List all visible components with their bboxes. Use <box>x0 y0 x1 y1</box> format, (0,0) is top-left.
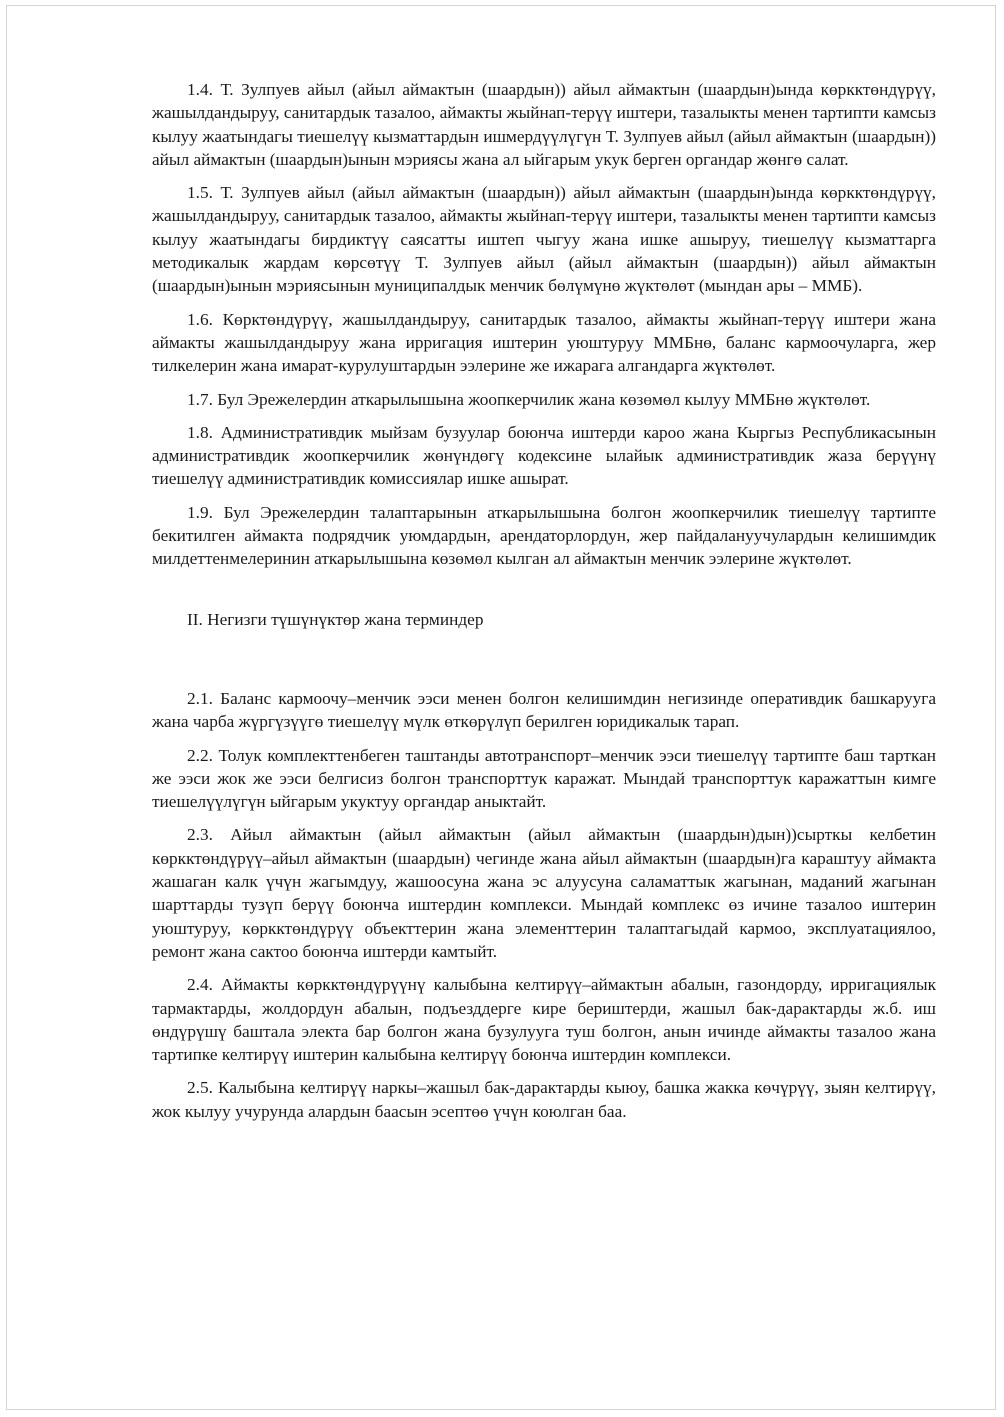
paragraph-2-3: 2.3. Айыл аймактын (айыл аймактын (айыл аймактын (шаардын)дын))сырткы келбетин көркктөндүрүү–айыл аймактын (шаардын) чегинде жана айыл аймактын (шаардын)га караштуу аймакта жашаган калк үчүн жагымдуу, жашоосуна жана эс алуусуна саламаттык жагынан, маданий жагынан шарттарды тузүп берүү боюнча иштердин комплекси. Мындай комплекс өз ичине тазалоо иштерин уюштуруу, көркктөндүрүү объекттерин жана элементтерин талаптагыдай кармоо, эксплуатациялоо, ремонт жана сактоо боюнча иштерди камтыйт. <box>152 825 936 961</box>
paragraph-2-1: 2.1. Баланс кармоочу–менчик ээси менен болгон келишимдин негизинде оперативдик башкарууга жана чарба жүргүзүүгө тиешелүү мүлк өткөрүлүп берилген юридикалык тарап. <box>152 688 936 732</box>
paragraph-1-6: 1.6. Көрктөндүрүү, жашылдандыруу, санитардык тазалоо, аймакты жыйнап-терүү иштери жана аймакты жашылдандыруу жана ирригация иштерин уюштуруу ММБнө, баланс кармоочуларга, жер тилкелерин жана имарат-курулуштардын ээлерине же ижарага алгандарга жүктөлөт. <box>152 309 936 376</box>
paragraph-1-4: 1.4. Т. Зулпуев айыл (айыл аймактын (шаардын)) айыл аймактын (шаардын)ында көркктөндүрүү, жашылдандыруу, санитардык тазалоо, аймакты жыйнап-терүү иштери, тазалыкты менен тартипти камсыз кылуу жаатындагы тиешелүү кызматтардын ишмердүүлүгүн Т. Зулпуев айыл (айыл аймактын (шаардын)) айыл аймактын (шаардын)ынын мэриясы жана ал ыйгарым укук берген органдар жөнгө салат. <box>152 80 936 169</box>
document-page <box>6 5 996 1410</box>
paragraph-1-8: 1.8. Административдик мыйзам бузуулар боюнча иштерди кароо жана Кыргыз Республикасынын административдик жоопкерчилик жөнүндөгү кодексине ылайык административдик жаза берүүнү тиешелүү административдик комиссиялар ишке ашырат. <box>152 422 936 489</box>
section-heading: II. Негизги түшүнүктөр жана терминдер <box>187 609 484 629</box>
paragraph-2-2: 2.2. Толук комплекттенбеген таштанды автотранспорт–менчик ээси тиешелүү тартипте баш тарткан же ээси жок же ээси белгисиз болгон транспорттук каражат. Мындай транспорттук каражаттын кимге тиешелүүлүгүн ыйгарым укуктуу органдар аныктайт. <box>152 745 936 812</box>
document-body <box>152 78 936 1133</box>
paragraph-1-7: 1.7. Бул Эрежелердин аткарылышына жоопкерчилик жана көзөмөл кылуу ММБнө жүктөлөт. <box>187 389 871 409</box>
paragraph-1-9: 1.9. Бул Эрежелердин талаптарынын аткарылышына болгон жоопкерчилик тиешелүү тартипте бекитилген аймакта подрядчик уюмдардын, арендаторлордун, жер пайдалануучулардын келишимдик милдеттенмелеринин аткарылышына көзөмөл кылган ал аймактын менчик ээлерине жүктөлөт. <box>152 502 936 569</box>
section-general-provisions <box>152 78 936 571</box>
paragraph-2-5: 2.5. Калыбына келтирүү наркы–жашыл бак-дарактарды кыюу, башка жакка көчүрүү, зыян келтирүү, жок кылуу учурунда алардын баасын эсептөө үчүн коюлган баа. <box>152 1078 936 1121</box>
paragraph-2-4: 2.4. Аймакты көркктөндүрүүнү калыбына келтирүү–аймактын абалын, газондорду, ирригациялык тармактарды, жолдордун абалын, подъезддерге кире бериштерди, жашыл бак-дарактарды ж.б. иш өндүрүшү баштала электа бар болгон жана бузулууга туш болгон, анын ичинде аймакты тазалоо жана тартипке келтирүү иштерин калыбына келтирүү боюнча иштердин комплекси. <box>152 975 936 1065</box>
paragraph-1-5: 1.5. Т. Зулпуев айыл (айыл аймактын (шаардын)) айыл аймактын (шаардын)ында көркктөндүрүү, жашылдандыруу, санитардык тазалоо, аймакты жыйнап-терүү иштери, тазалыкты менен тартипти камсыз кылуу жаатындагы бирдиктүү саясатты иштеп чыгуу жана ишке ашыруу, тиешелүү кызматтарга методикалык жардам көрсөтүү Т. Зулпуев айыл (айыл аймактын (шаардын)) айыл аймактын (шаардын)ынын мэриясынын муниципалдык менчик бөлүмүнө жүктөлөт (мындан ары – ММБ). <box>152 183 936 296</box>
section-basic-terms <box>152 687 936 1123</box>
section-spacer <box>152 631 936 687</box>
